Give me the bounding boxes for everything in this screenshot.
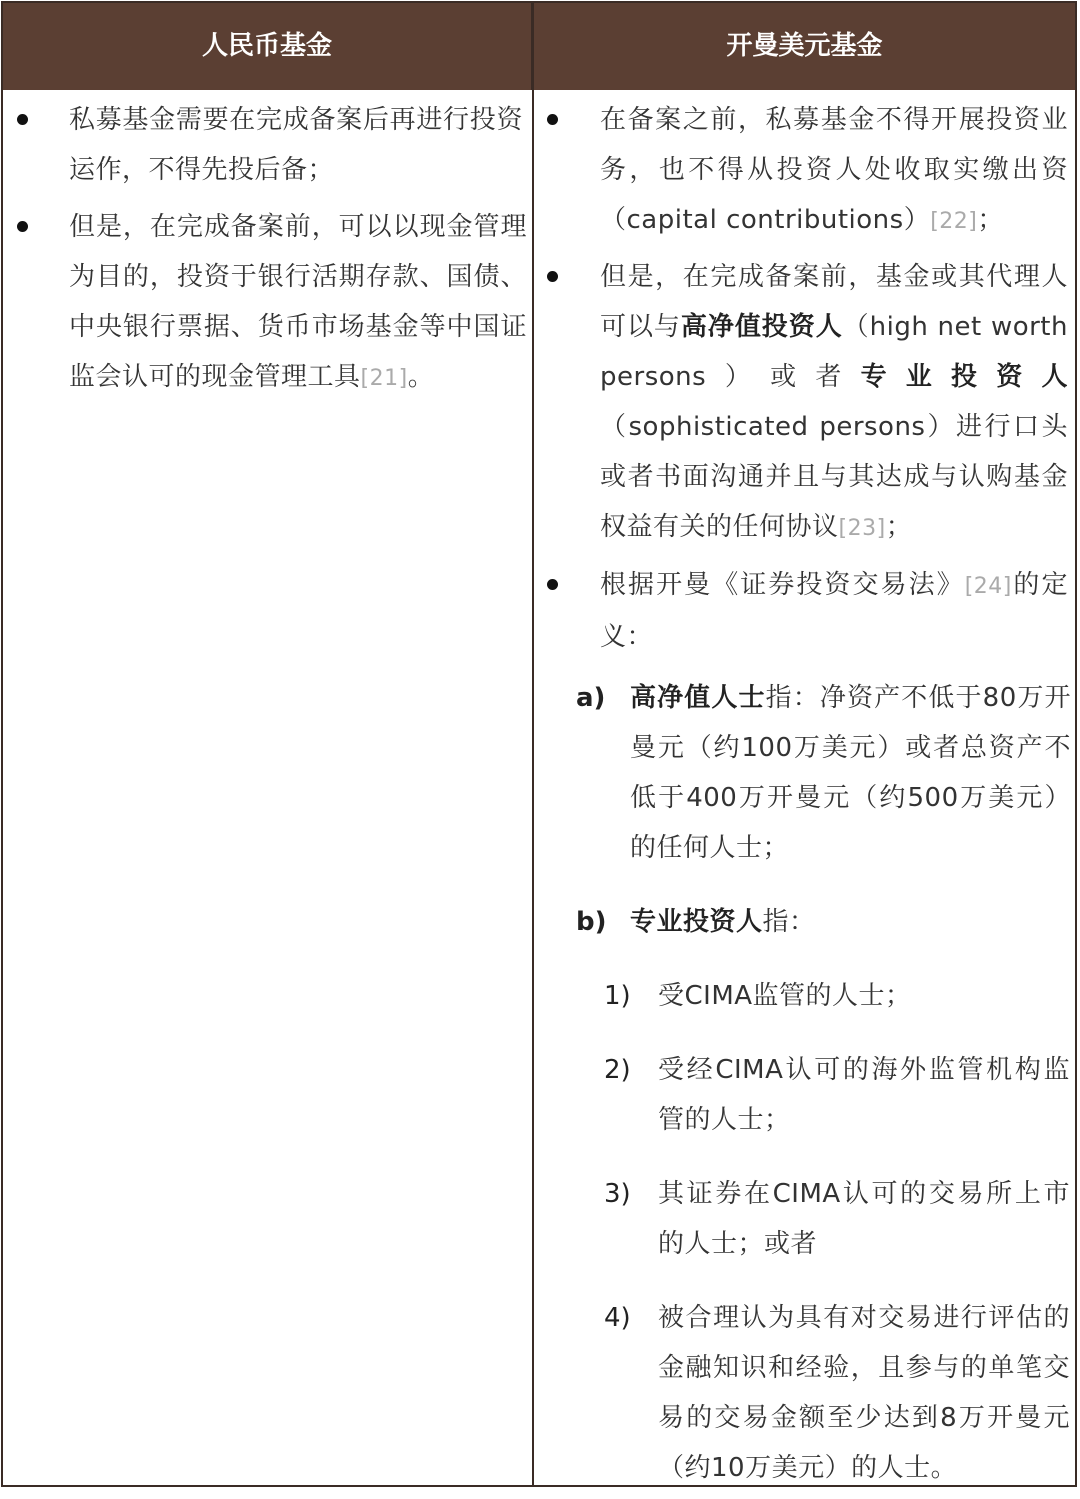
cayman-item-3	[600, 560, 1068, 662]
bullet-icon	[547, 579, 558, 590]
footnote-ref-22[interactable]: [22]	[930, 209, 978, 234]
bullet-icon	[17, 114, 28, 125]
numbered-item-3-label: 3)	[604, 1179, 631, 1209]
numbered-item-2-text: 受经CIMA认可的海外监管机构监管的人士；	[658, 1055, 1070, 1135]
numbered-item-1-label: 1)	[604, 981, 631, 1011]
rmb-item-2	[69, 202, 527, 404]
cayman-item-2-tail: ；	[885, 512, 913, 542]
cayman-item-2-post: （sophisticated persons）进行口头或者书面沟通并且与其达成与认购基金权益有关的任何协议	[600, 412, 1068, 542]
numbered-item-4	[658, 1293, 1070, 1493]
bullet-icon	[17, 221, 28, 232]
sub-item-a	[630, 673, 1071, 873]
cayman-item-3-pre: 根据开曼《证券投资交易法》	[600, 570, 965, 600]
cayman-item-1-text: 在备案之前，私募基金不得开展投资业务，也不得从投资人处收取实缴出资（capital contributions）	[600, 105, 1068, 235]
numbered-item-1-text: 受CIMA监管的人士；	[658, 981, 912, 1011]
numbered-item-3-text: 其证券在CIMA认可的交易所上市的人士；或者	[658, 1179, 1070, 1259]
sub-item-b-label: b)	[576, 907, 607, 937]
bullet-icon	[547, 114, 558, 125]
numbered-item-1	[658, 971, 1070, 1021]
sophisticated-investor-term: 专业投资人	[860, 362, 1068, 392]
numbered-item-4-text: 被合理认为具有对交易进行评估的金融知识和经验，且参与的单笔交易的交易金额至少达到8万开曼元（约10万美元）的人士。	[658, 1303, 1070, 1483]
rmb-item-1-text: 私募基金需要在完成备案后再进行投资运作，不得先投后备；	[69, 105, 523, 185]
footnote-ref-24[interactable]: [24]	[964, 574, 1012, 599]
header-rmb-fund: 人民币基金	[201, 31, 332, 61]
high-net-worth-person-term: 高净值人士	[630, 683, 766, 713]
header-cayman-usd-fund: 开曼美元基金	[726, 31, 883, 61]
cayman-item-2	[600, 252, 1068, 554]
sub-item-a-text: 指：净资产不低于80万开曼元（约100万美元）或者总资产不低于400万开曼元（约500万美元）的任何人士；	[630, 683, 1071, 863]
numbered-item-2-label: 2)	[604, 1055, 631, 1085]
comparison-table	[1, 1, 1077, 1487]
cayman-item-2-mid: （high net worth persons）或者	[600, 312, 1068, 392]
cayman-item-1-tail: ；	[977, 205, 1004, 235]
cayman-item-1	[600, 95, 1068, 247]
numbered-item-3	[658, 1169, 1070, 1269]
sub-item-a-label: a)	[576, 683, 606, 713]
cayman-item-3-post: 的定义：	[600, 570, 1068, 652]
cayman-item-2-pre: 但是，在完成备案前，基金或其代理人可以与	[600, 262, 1068, 342]
numbered-item-2	[658, 1045, 1070, 1145]
rmb-item-2-tail: 。	[407, 362, 435, 392]
rmb-item-1	[69, 95, 523, 195]
rmb-item-2-text: 但是，在完成备案前，可以以现金管理为目的，投资于银行活期存款、国债、中央银行票据、货币市场基金等中国证监会认可的现金管理工具	[69, 212, 527, 392]
bullet-icon	[547, 271, 558, 282]
sub-item-b-text: 指：	[762, 907, 816, 937]
numbered-item-4-label: 4)	[604, 1303, 631, 1333]
sub-item-b	[630, 897, 1071, 947]
footnote-ref-21[interactable]: [21]	[360, 366, 408, 391]
sophisticated-person-term: 专业投资人	[630, 907, 763, 937]
column-divider	[532, 90, 534, 1485]
footnote-ref-23[interactable]: [23]	[838, 516, 886, 541]
high-net-worth-investor-term: 高净值投资人	[680, 312, 843, 342]
table-header	[3, 3, 1075, 90]
